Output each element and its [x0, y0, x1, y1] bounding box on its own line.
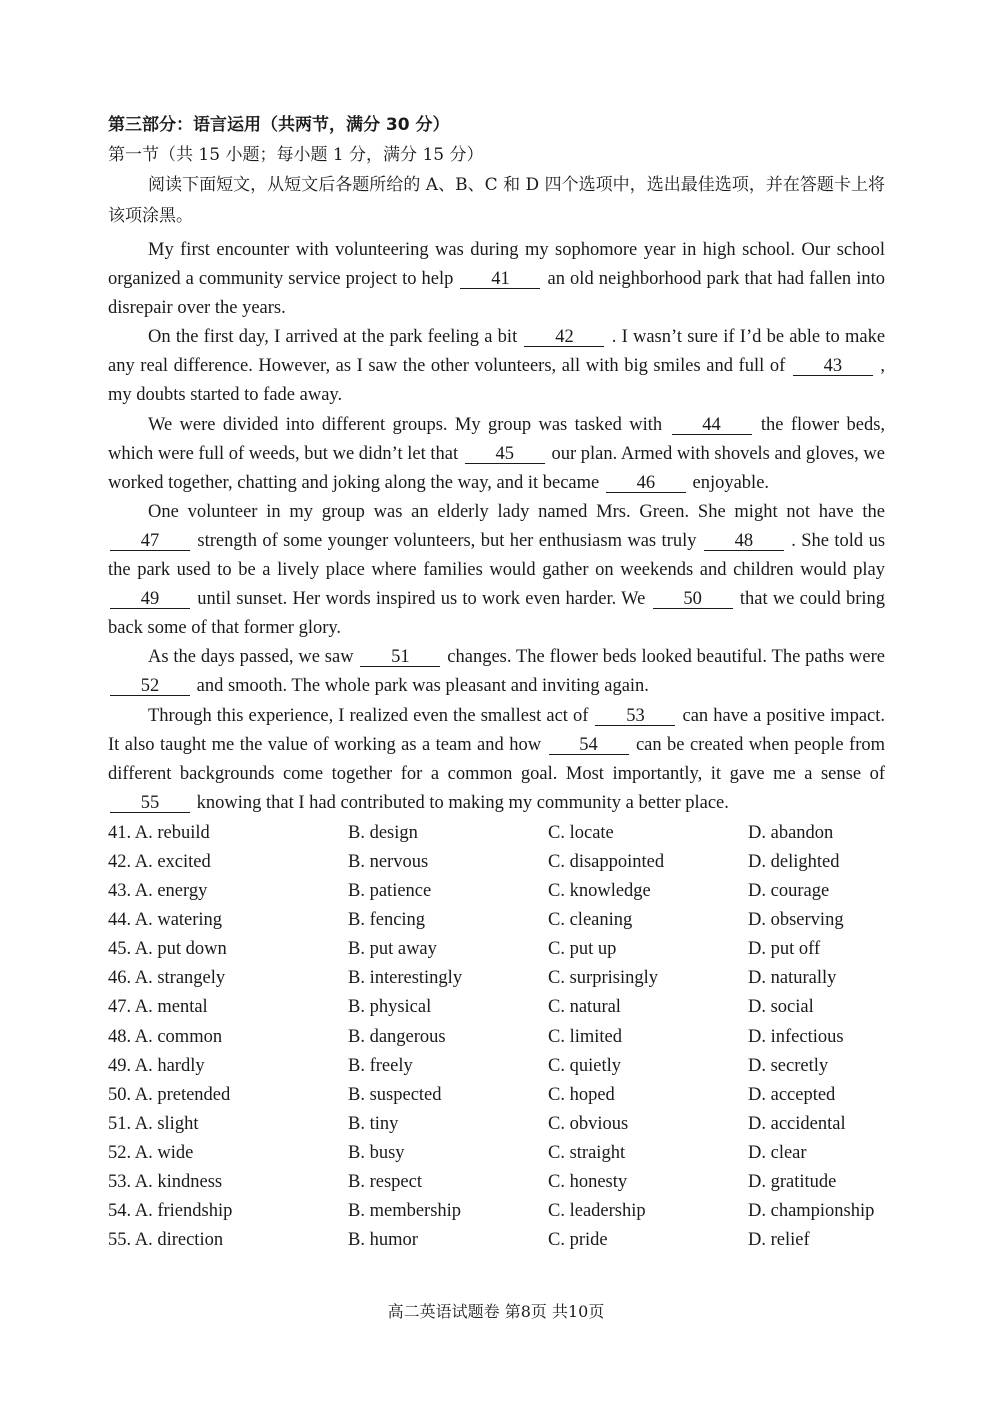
option-d: D. accidental	[748, 1113, 846, 1134]
passage-text: until sunset. Her words inspired us to work even harder. We	[197, 589, 646, 610]
blank-47: 47	[110, 533, 190, 551]
paragraph-5	[108, 643, 885, 701]
question-44-options	[108, 906, 885, 935]
options-list	[108, 819, 885, 1255]
question-41-options	[108, 819, 885, 848]
paragraph-3	[108, 411, 885, 498]
passage-text: an old neighborhood park that had fallen into disrepair over the years.	[108, 269, 885, 319]
blank-49: 49	[110, 591, 190, 609]
passage-text: Through this experience, I realized even the smallest act of	[148, 705, 589, 726]
option-c: C. honesty	[548, 1172, 628, 1192]
option-d: D. secretly	[748, 1055, 829, 1076]
option-b: B. fencing	[348, 910, 426, 931]
passage-text: , my doubts started to fade away.	[108, 356, 886, 406]
option-d: D. delighted	[748, 851, 840, 872]
option-a: 43. A. energy	[108, 881, 208, 902]
option-d: D. championship	[748, 1201, 875, 1222]
blank-43: 43	[793, 358, 873, 376]
option-d: D. naturally	[748, 968, 837, 989]
option-a: 44. A. watering	[108, 910, 223, 931]
passage-text: can be created when people from different backgrounds come together for a common goal. Most importantly, it gave me a sense of	[108, 734, 886, 784]
question-49-options	[108, 1052, 885, 1081]
option-b: B. design	[348, 822, 418, 843]
blank-55: 55	[110, 795, 190, 813]
option-c: C. surprisingly	[548, 968, 658, 989]
option-c: C. leadership	[548, 1201, 646, 1222]
option-c: C. obvious	[548, 1113, 629, 1134]
option-d: D. accepted	[748, 1084, 836, 1105]
option-c: C. limited	[548, 1026, 622, 1047]
option-d: D. clear	[748, 1142, 807, 1163]
option-d: D. social	[748, 997, 814, 1018]
option-a: 51. A. slight	[108, 1113, 199, 1134]
option-b: B. humor	[348, 1230, 418, 1251]
question-42-options	[108, 848, 885, 877]
option-b: B. tiny	[348, 1113, 399, 1134]
passage-text: and smooth. The whole park was pleasant and inviting again.	[196, 676, 649, 697]
option-a: 48. A. common	[108, 1026, 223, 1047]
option-d: D. courage	[748, 881, 830, 902]
option-a: 55. A. direction	[108, 1230, 224, 1251]
section-title: 第一节（共 15 小题；每小题 1 分，满分 15 分）	[108, 145, 484, 165]
option-a: 45. A. put down	[108, 939, 227, 960]
option-a: 53. A. kindness	[108, 1172, 223, 1192]
option-b: B. put away	[348, 939, 437, 960]
option-a: 50. A. pretended	[108, 1084, 231, 1105]
passage-text: our plan. Armed with shovels and gloves, we worked together, chatting and joking along the way, and it became	[108, 443, 885, 493]
passage-text: As the days passed, we saw	[148, 647, 354, 668]
option-c: C. natural	[548, 997, 621, 1018]
blank-53: 53	[595, 708, 675, 726]
question-45-options	[108, 935, 885, 964]
option-c: C. put up	[548, 939, 617, 960]
blank-50: 50	[653, 591, 733, 609]
option-c: C. pride	[548, 1230, 608, 1251]
option-b: B. physical	[348, 997, 432, 1018]
passage-text: the flower beds, which were full of weeds, but we didn’t let that	[108, 414, 886, 464]
option-a: 52. A. wide	[108, 1142, 194, 1163]
cloze-passage	[108, 236, 885, 818]
blank-54: 54	[549, 737, 629, 755]
option-b: B. dangerous	[348, 1026, 446, 1047]
option-b: B. patience	[348, 881, 432, 902]
instructions: 阅读下面短文，从短文后各题所给的 A、B、C 和 D 四个选项中，选出最佳选项，并在答题卡上将该项涂黑。	[108, 175, 885, 226]
question-47-options	[108, 993, 885, 1022]
option-b: B. freely	[348, 1055, 413, 1076]
blank-42: 42	[524, 329, 604, 347]
passage-text: can have a positive impact. It also taught me the value of working as a team and how	[108, 705, 886, 755]
option-b: B. busy	[348, 1142, 405, 1163]
question-54-options	[108, 1197, 885, 1226]
option-b: B. suspected	[348, 1084, 442, 1105]
blank-45: 45	[465, 446, 545, 464]
option-c: C. disappointed	[548, 851, 665, 872]
paragraph-1	[108, 236, 885, 323]
option-d: D. observing	[748, 910, 844, 931]
option-d: D. infectious	[748, 1026, 844, 1047]
option-a: 42. A. excited	[108, 851, 211, 872]
option-b: B. nervous	[348, 851, 429, 872]
passage-text: . She told us the park used to be a lively place where families would gather on weekends and children would play	[108, 530, 886, 581]
question-55-options	[108, 1226, 885, 1255]
option-c: C. cleaning	[548, 910, 633, 931]
blank-51: 51	[360, 649, 440, 667]
paragraph-6	[108, 702, 885, 818]
question-51-options	[108, 1110, 885, 1139]
question-53-options	[108, 1168, 885, 1197]
option-c: C. knowledge	[548, 881, 651, 902]
blank-44: 44	[672, 417, 752, 435]
blank-48: 48	[704, 533, 784, 551]
option-c: C. hoped	[548, 1084, 615, 1105]
question-52-options	[108, 1139, 885, 1168]
blank-41: 41	[460, 271, 540, 289]
passage-text: On the first day, I arrived at the park feeling a bit	[148, 327, 518, 348]
option-c: C. quietly	[548, 1055, 621, 1076]
question-48-options	[108, 1023, 885, 1052]
option-b: B. respect	[348, 1172, 422, 1192]
paragraph-2	[108, 323, 885, 410]
question-46-options	[108, 964, 885, 993]
option-c: C. straight	[548, 1142, 626, 1163]
option-d: D. relief	[748, 1230, 810, 1251]
question-50-options	[108, 1081, 885, 1110]
option-d: D. abandon	[748, 822, 834, 843]
option-a: 47. A. mental	[108, 997, 208, 1018]
passage-text: enjoyable.	[692, 472, 770, 493]
option-d: D. gratitude	[748, 1172, 837, 1192]
page-footer: 高二英语试题卷 第8页 共10页	[387, 1302, 605, 1321]
passage-text: My first encounter with volunteering was during my sophomore year in high school. Our school organized a community service project to help	[108, 240, 885, 290]
blank-46: 46	[606, 475, 686, 493]
question-43-options	[108, 877, 885, 906]
passage-text: changes. The flower beds looked beautiful. The paths were	[447, 647, 885, 668]
passage-text: strength of some younger volunteers, but her enthusiasm was truly	[197, 530, 697, 551]
passage-text: One volunteer in my group was an elderly lady named Mrs. Green. She might not have the	[148, 501, 885, 522]
passage-text: that we could bring back some of that former glory.	[108, 589, 885, 639]
part-title: 第三部分：语言运用（共两节，满分 30 分）	[108, 115, 450, 135]
option-c: C. locate	[548, 822, 614, 843]
option-a: 46. A. strangely	[108, 968, 226, 989]
exam-page	[108, 110, 885, 1255]
option-b: B. membership	[348, 1201, 462, 1222]
paragraph-4	[108, 498, 885, 643]
option-a: 54. A. friendship	[108, 1201, 233, 1222]
blank-52: 52	[110, 678, 190, 696]
passage-text: We were divided into different groups. My group was tasked with	[148, 414, 663, 435]
option-a: 41. A. rebuild	[108, 822, 210, 843]
option-b: B. interestingly	[348, 968, 463, 989]
option-a: 49. A. hardly	[108, 1055, 205, 1076]
passage-text: knowing that I had contributed to making my community a better place.	[196, 792, 729, 813]
passage-text: . I wasn’t sure if I’d be able to make any real difference. However, as I saw the other volunteers, all with big smiles and full of	[108, 327, 886, 377]
option-d: D. put off	[748, 939, 821, 960]
